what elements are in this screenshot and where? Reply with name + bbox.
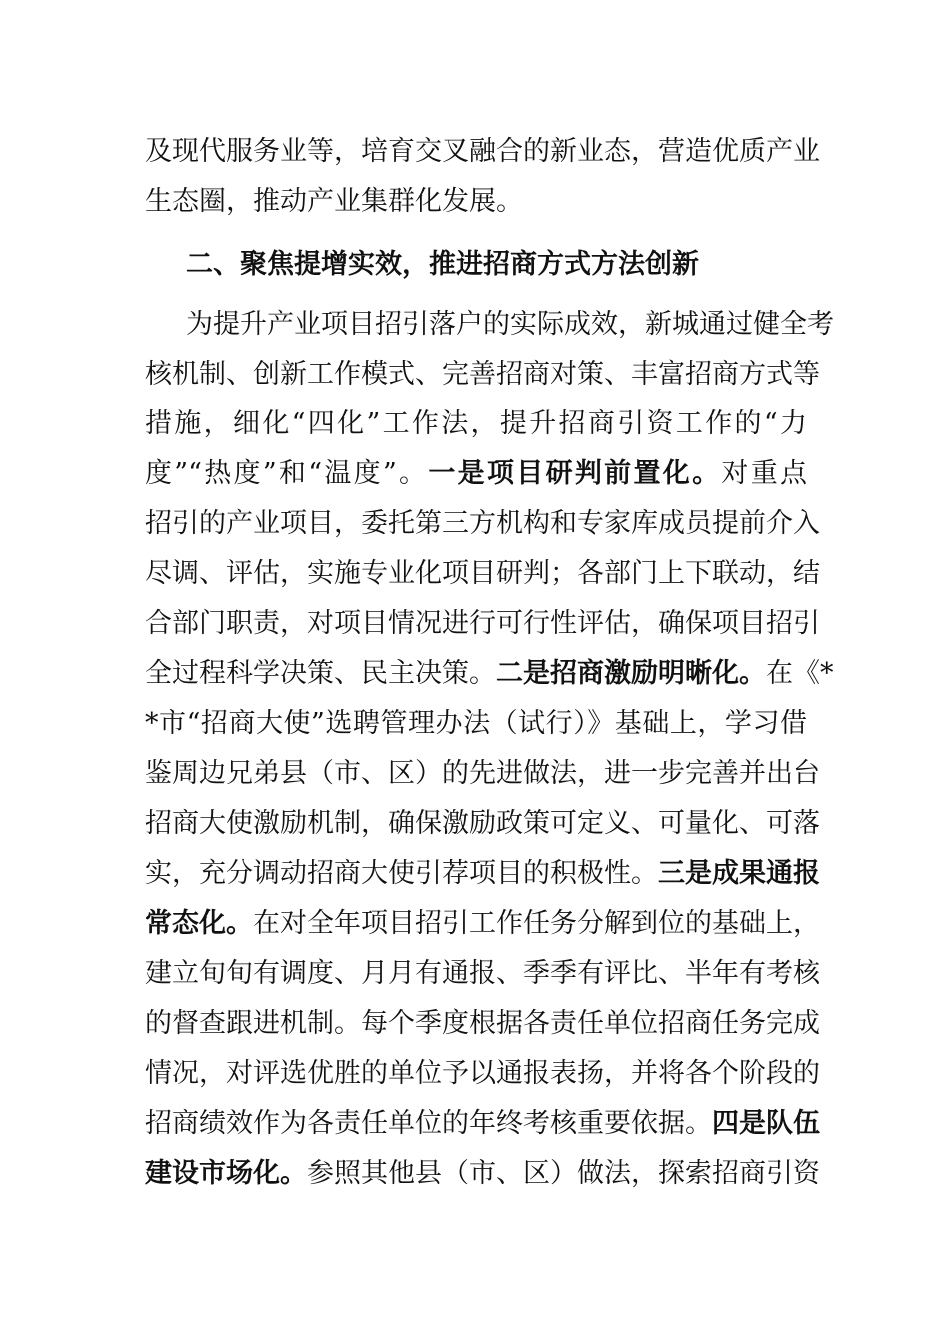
text-run: 招商大使激励机制，确保激励政策可定义、可量化、可落 (145, 808, 820, 839)
text-line (145, 799, 820, 849)
text-line (145, 599, 820, 649)
text-run: 对重点 (721, 458, 807, 489)
text-run: 参照其他县（市、区）做法，探索招商引资 (307, 1158, 820, 1189)
text-run: 核机制、创新工作模式、完善招商对策、丰富招商方式等 (145, 359, 820, 390)
bold-lead-text: 四是队伍 (712, 1108, 820, 1139)
bold-lead-text: 一是项目研判前置化。 (428, 458, 722, 489)
text-run: 度”“热度”和“温度”。 (145, 458, 429, 489)
text-run: 尽调、评估，实施专业化项目研判；各部门上下联动，结 (145, 558, 820, 589)
section-heading (186, 240, 807, 290)
bold-lead-text: 常态化。 (145, 908, 253, 939)
text-run: 及现代服务业等，培育交叉融合的新业态，营造优质产业 (145, 136, 820, 167)
text-line (145, 350, 820, 400)
text-run: 合部门职责，对项目情况进行可行性评估，确保项目招引 (145, 608, 820, 639)
text-line (145, 1049, 820, 1099)
text-line (145, 699, 807, 749)
text-run: 情况，对评选优胜的单位予以通报表扬，并将各个阶段的 (145, 1058, 820, 1089)
text-line (145, 449, 807, 499)
text-run: 建立旬旬有调度、月月有通报、季季有评比、半年有考核 (145, 958, 820, 989)
text-line (145, 1099, 820, 1149)
bold-lead-text: 二是招商激励明晰化。 (496, 658, 766, 689)
text-run: 在《* (766, 658, 834, 689)
text-run: 的督查跟进机制。每个季度根据各责任单位招商任务完成 (145, 1008, 820, 1039)
heading-text: 二、聚焦提增实效，推进招商方式方法创新 (186, 249, 699, 280)
text-run: 招商绩效作为各责任单位的年终考核重要依据。 (145, 1108, 712, 1139)
text-line (145, 177, 807, 227)
text-line (145, 749, 820, 799)
text-line (145, 549, 820, 599)
text-run: 措施，细化“四化”工作法，提升招商引资工作的“力 (145, 408, 807, 439)
text-line (145, 949, 820, 999)
text-line (145, 849, 820, 899)
text-run: 在对全年项目招引工作任务分解到位的基础上， (253, 908, 820, 939)
text-line (145, 399, 807, 449)
text-line (145, 649, 834, 699)
text-line (145, 999, 820, 1049)
text-line (145, 127, 820, 177)
text-run: 全过程科学决策、民主决策。 (145, 658, 496, 689)
text-line (186, 300, 834, 350)
text-run: 实，充分调动招商大使引荐项目的积极性。 (145, 858, 658, 889)
text-run: 鉴周边兄弟县（市、区）的先进做法，进一步完善并出台 (145, 758, 820, 789)
text-run: 为提升产业项目招引落户的实际成效，新城通过健全考 (186, 309, 834, 340)
text-run: 生态圈，推动产业集群化发展。 (145, 186, 523, 217)
bold-lead-text: 三是成果通报 (658, 858, 820, 889)
text-run: *市“招商大使”选聘管理办法（试行）》基础上，学习借 (145, 708, 807, 739)
text-run: 招引的产业项目，委托第三方机构和专家库成员提前介入 (145, 508, 820, 539)
bold-lead-text: 建设市场化。 (145, 1158, 307, 1189)
text-line (145, 499, 820, 549)
text-line (145, 1149, 820, 1199)
text-line (145, 899, 820, 949)
